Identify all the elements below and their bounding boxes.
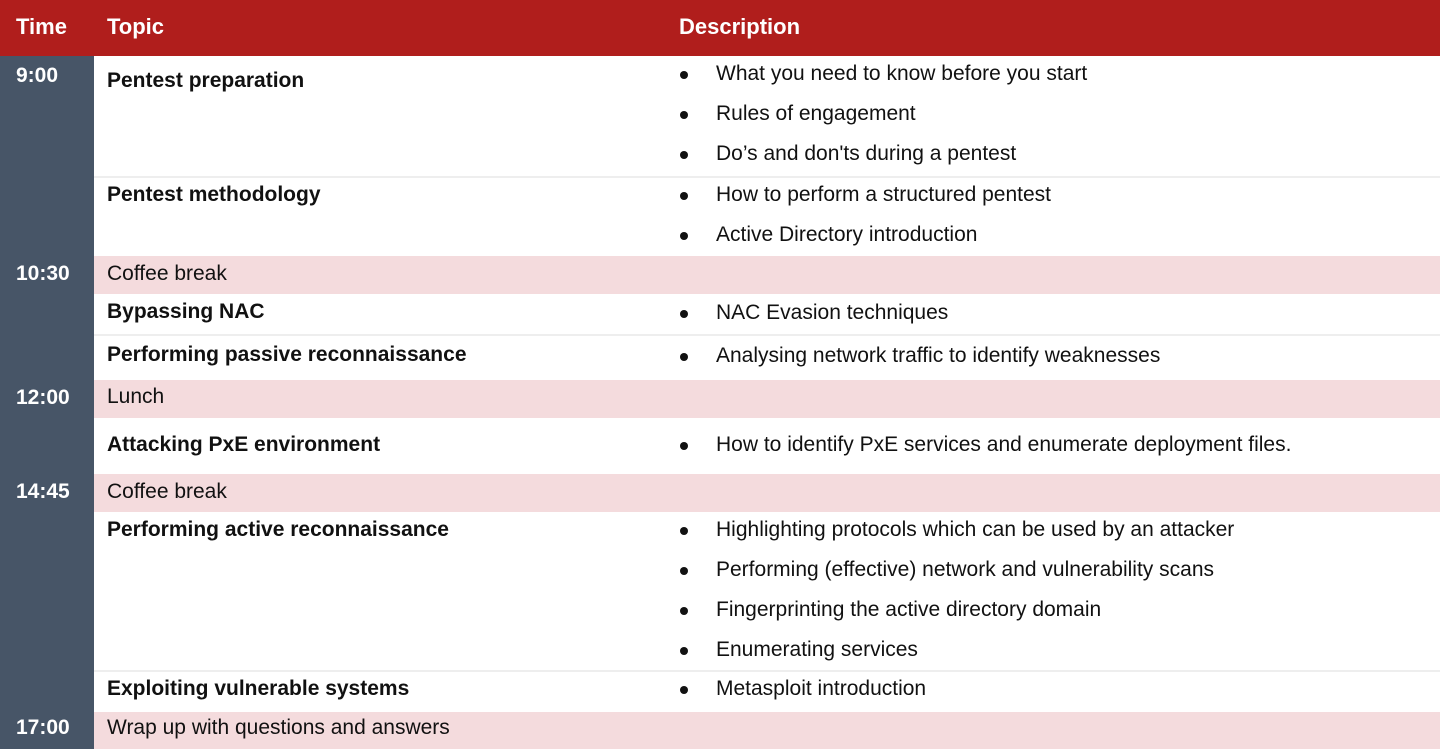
bullet-dot-icon — [680, 310, 688, 318]
bullet-text: Rules of engagement — [716, 102, 916, 125]
bullet-item — [680, 676, 1420, 716]
row-description — [680, 432, 1420, 472]
bullet-item — [680, 101, 1420, 141]
bullet-text: Highlighting protocols which can be used by an attacker — [716, 518, 1235, 541]
table-row — [94, 512, 1440, 672]
row-topic: Wrap up with questions and answers — [107, 716, 450, 739]
table-row — [94, 294, 1440, 336]
bullet-dot-icon — [680, 192, 688, 200]
time-label: 10:30 — [16, 262, 70, 285]
row-description — [680, 182, 1420, 262]
break-row — [94, 256, 1440, 294]
row-description — [680, 517, 1420, 677]
bullet-item — [680, 557, 1420, 597]
bullet-item — [680, 300, 1420, 340]
bullet-text: How to identify PxE services and enumerate deployment files. — [716, 433, 1292, 456]
table-row — [94, 672, 1440, 712]
table-row — [94, 418, 1440, 474]
bullet-dot-icon — [680, 567, 688, 575]
bullet-text: Metasploit introduction — [716, 677, 927, 700]
row-topic: Exploiting vulnerable systems — [107, 677, 410, 700]
bullet-text: Fingerprinting the active directory domain — [716, 598, 1102, 621]
bullet-dot-icon — [680, 232, 688, 240]
table-header — [0, 0, 1440, 56]
bullet-text: Analysing network traffic to identify weaknesses — [716, 344, 1161, 367]
bullet-dot-icon — [680, 442, 688, 450]
row-topic: Attacking PxE environment — [107, 433, 381, 456]
bullet-text: Performing (effective) network and vulnerability scans — [716, 558, 1215, 581]
break-row — [94, 712, 1440, 749]
row-topic: Performing active reconnaissance — [107, 518, 449, 541]
bullet-text: Do’s and don'ts during a pentest — [716, 142, 1017, 165]
row-topic: Performing passive reconnaissance — [107, 343, 467, 366]
bullet-item — [680, 343, 1420, 383]
bullet-dot-icon — [680, 607, 688, 615]
table-row — [94, 178, 1440, 256]
row-topic: Pentest preparation — [107, 69, 305, 92]
row-topic: Lunch — [107, 385, 165, 408]
row-topic: Coffee break — [107, 262, 227, 285]
break-row — [94, 380, 1440, 418]
bullet-item — [680, 637, 1420, 677]
table-row — [94, 56, 1440, 178]
bullet-dot-icon — [680, 647, 688, 655]
bullet-item — [680, 61, 1420, 101]
bullet-text: How to perform a structured pentest — [716, 183, 1051, 206]
bullet-text: Enumerating services — [716, 638, 918, 661]
bullet-dot-icon — [680, 111, 688, 119]
row-topic: Bypassing NAC — [107, 300, 265, 323]
bullet-item — [680, 182, 1420, 222]
bullet-text: Active Directory introduction — [716, 223, 978, 246]
bullet-dot-icon — [680, 686, 688, 694]
bullet-item — [680, 517, 1420, 557]
bullet-item — [680, 432, 1420, 472]
time-label: 17:00 — [16, 716, 70, 739]
bullet-dot-icon — [680, 353, 688, 361]
row-description — [680, 300, 1420, 340]
header-description: Description — [679, 14, 801, 39]
bullet-text: What you need to know before you start — [716, 62, 1088, 85]
row-description — [680, 676, 1420, 716]
time-label: 9:00 — [16, 64, 59, 87]
bullet-item — [680, 141, 1420, 181]
bullet-dot-icon — [680, 151, 688, 159]
break-row — [94, 474, 1440, 512]
bullet-dot-icon — [680, 71, 688, 79]
time-label: 12:00 — [16, 386, 70, 409]
row-topic: Coffee break — [107, 480, 227, 503]
row-description — [680, 61, 1420, 181]
bullet-text: NAC Evasion techniques — [716, 301, 949, 324]
row-topic: Pentest methodology — [107, 183, 321, 206]
table-row — [94, 336, 1440, 380]
header-topic: Topic — [107, 14, 165, 39]
row-description — [680, 343, 1420, 383]
bullet-dot-icon — [680, 527, 688, 535]
bullet-item — [680, 597, 1420, 637]
time-label: 14:45 — [16, 480, 70, 503]
header-time: Time — [16, 14, 67, 39]
